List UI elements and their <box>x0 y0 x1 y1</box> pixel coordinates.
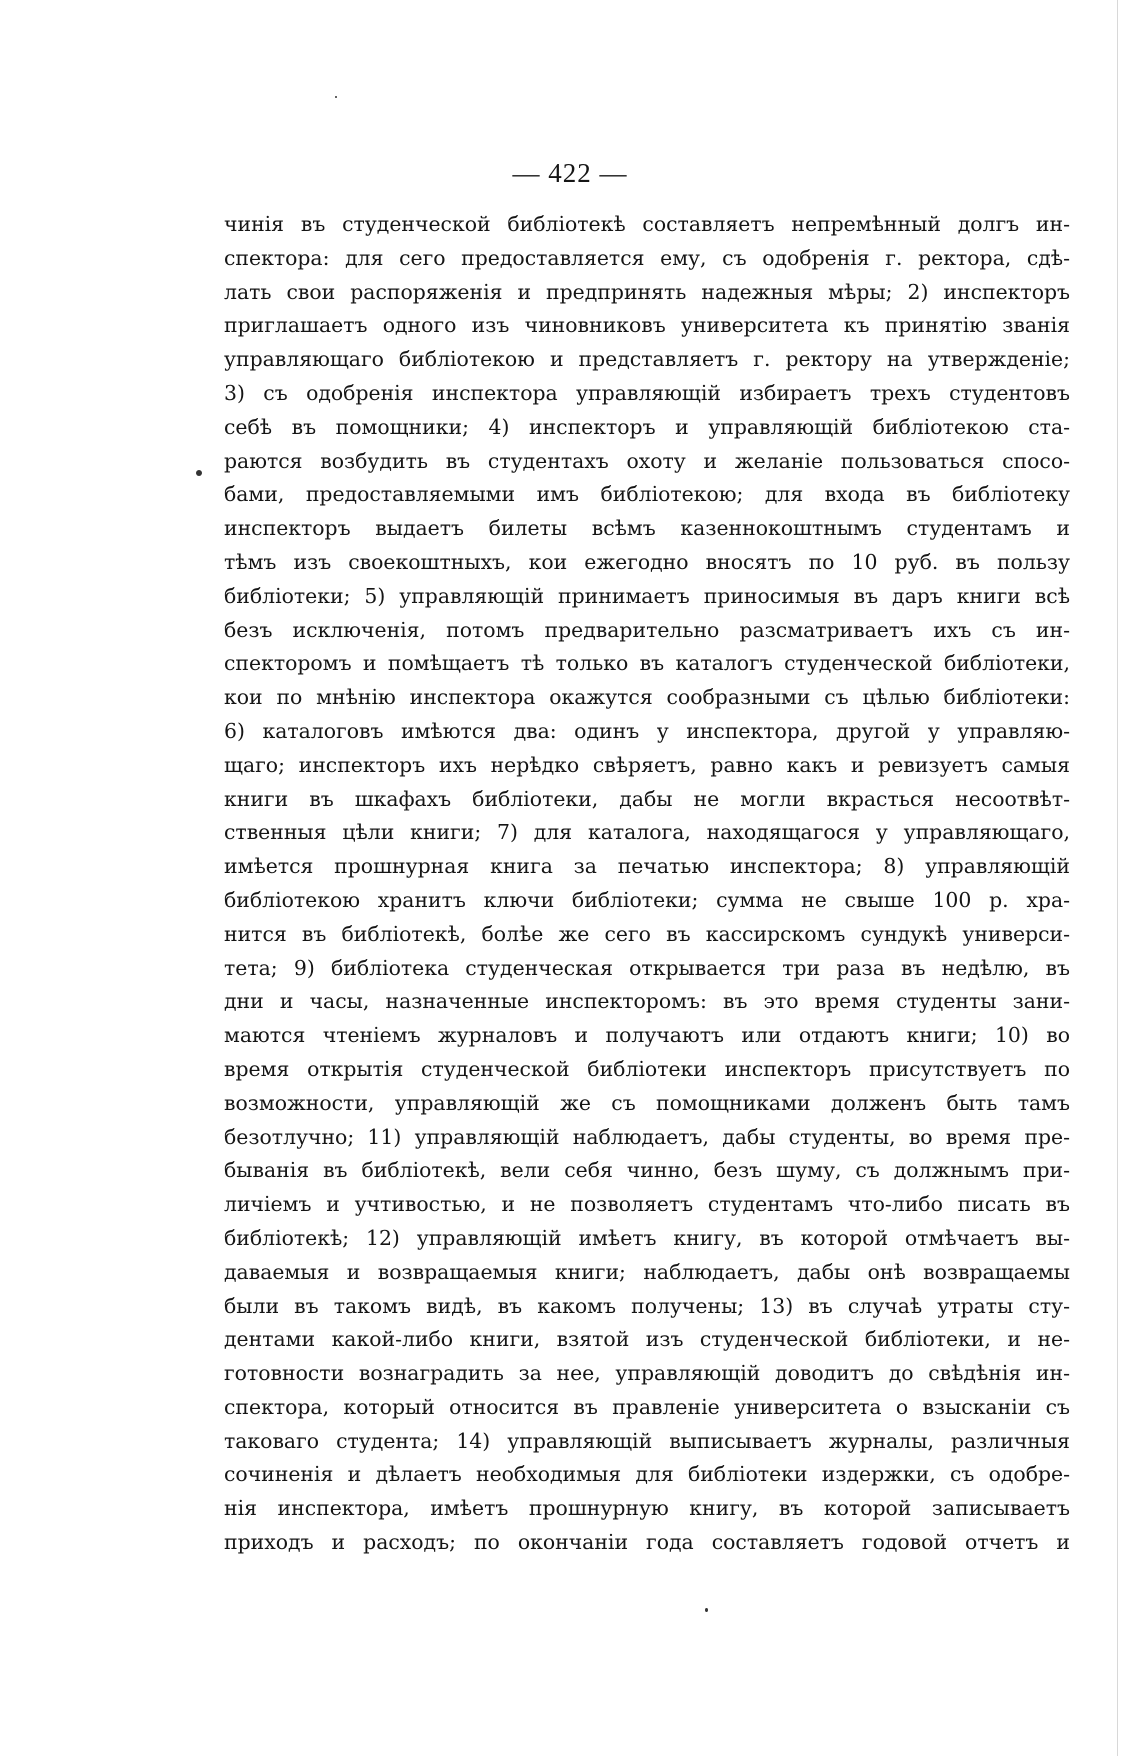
text-line: личіемъ и учтивостью, и не позволяетъ студентамъ что-либо писать въ <box>224 1192 1070 1217</box>
page-number: — 422 — <box>512 158 628 188</box>
text-line: инспекторъ выдаетъ билеты всѣмъ казеннокоштнымъ студентамъ и <box>224 516 1070 541</box>
text-line: спектора: для сего предоставляется ему, съ одобренія г. ректора, сдѣ- <box>224 245 1070 270</box>
text-line: дентами какой-либо книги, взятой изъ студенческой библіотеки, и не- <box>224 1327 1070 1352</box>
text-line: библіотеки; 5) управляющій принимаетъ приносимыя въ даръ книги всѣ <box>224 583 1070 608</box>
text-line: готовности вознаградить за нее, управляющій доводитъ до свѣдѣнія ин- <box>224 1361 1070 1386</box>
text-line: себѣ въ помощники; 4) инспекторъ и управляющій библіотекою ста- <box>224 414 1070 439</box>
text-line: кои по мнѣнію инспектора окажутся сообразными съ цѣлью библіотеки: <box>224 685 1070 710</box>
text-line: книги въ шкафахъ библіотеки, дабы не могли вкрасться несоотвѣт- <box>224 786 1070 811</box>
text-line: были въ такомъ видѣ, въ какомъ получены; 13) въ случаѣ утраты сту- <box>224 1293 1070 1318</box>
text-line: приглашаетъ одного изъ чиновниковъ университета къ принятію званія <box>224 313 1070 338</box>
text-line: нится въ библіотекѣ, болѣе же сего въ кассирскомъ сундукѣ универси- <box>224 921 1070 946</box>
text-line: даваемыя и возвращаемыя книги; наблюдаетъ, дабы онѣ возвращаемы <box>224 1259 1070 1284</box>
text-line: дни и часы, назначенные инспекторомъ: въ это время студенты зани- <box>224 989 1070 1014</box>
text-line: приходъ и расходъ; по окончаніи года составляетъ годовой отчетъ и <box>224 1530 1070 1555</box>
text-line: чинія въ студенческой библіотекѣ составляетъ непремѣнный долгъ ин- <box>224 212 1070 236</box>
text-line: возможности, управляющій же съ помощниками долженъ быть тамъ <box>224 1090 1070 1115</box>
text-line: спектора, который относится въ правленіе университета о взысканіи съ <box>224 1394 1070 1419</box>
text-line: щаго; инспекторъ ихъ нерѣдко свѣряетъ, равно какъ и ревизуетъ самыя <box>224 752 1070 777</box>
text-line: тѣмъ изъ своекоштныхъ, кои ежегодно вносятъ по 10 руб. въ пользу <box>224 549 1070 574</box>
speck-mark <box>196 470 202 476</box>
scan-edge-line <box>1117 0 1118 1756</box>
text-line: безъ исключенія, потомъ предварительно разсматриваетъ ихъ съ ин- <box>224 617 1070 642</box>
body-text <box>224 208 1070 1560</box>
text-line: тета; 9) библіотека студенческая открывается три раза въ недѣлю, въ <box>224 955 1070 980</box>
text-line: имѣется прошнурная книга за печатью инспектора; 8) управляющій <box>224 854 1070 879</box>
text-line: время открытія студенческой библіотеки инспекторъ присутствуетъ по <box>224 1056 1070 1081</box>
text-line: маются чтеніемъ журналовъ и получаютъ или отдаютъ книги; 10) во <box>224 1023 1070 1048</box>
text-line: 3) съ одобренія инспектора управляющій избираетъ трехъ студентовъ <box>224 380 1070 405</box>
speck-mark <box>705 1608 708 1612</box>
text-line: лать свои распоряженія и предпринять надежныя мѣры; 2) инспекторъ <box>224 279 1070 304</box>
text-line: нія инспектора, имѣетъ прошнурную книгу, въ которой записываетъ <box>224 1496 1070 1521</box>
text-line: бами, предоставляемыми имъ библіотекою; для входа въ библіотеку <box>224 482 1070 507</box>
text-line: спекторомъ и помѣщаетъ тѣ только въ каталогъ студенческой библіотеки, <box>224 651 1070 676</box>
text-line: 6) каталоговъ имѣются два: одинъ у инспектора, другой у управляю- <box>224 718 1070 743</box>
text-line: ственныя цѣли книги; 7) для каталога, находящагося у управляющаго, <box>224 820 1070 845</box>
text-line: управляющаго библіотекою и представляетъ г. ректору на утвержденіе; <box>224 347 1070 372</box>
text-line: сочиненія и дѣлаетъ необходимыя для библіотеки издержки, съ одобре- <box>224 1462 1070 1487</box>
text-line: библіотекѣ; 12) управляющій имѣетъ книгу, въ которой отмѣчаетъ вы- <box>224 1225 1070 1250</box>
text-line: безотлучно; 11) управляющій наблюдаетъ, дабы студенты, во время пре- <box>224 1124 1070 1149</box>
text-line: библіотекою хранитъ ключи библіотеки; сумма не свыше 100 р. хра- <box>224 887 1070 912</box>
text-line: быванія въ библіотекѣ, вели себя чинно, безъ шуму, съ должнымъ при- <box>224 1158 1070 1183</box>
text-line: таковаго студента; 14) управляющій выписываетъ журналы, различныя <box>224 1428 1070 1453</box>
speck-mark <box>335 96 337 98</box>
text-line: раются возбудить въ студентахъ охоту и желаніе пользоваться спосо- <box>224 448 1070 473</box>
